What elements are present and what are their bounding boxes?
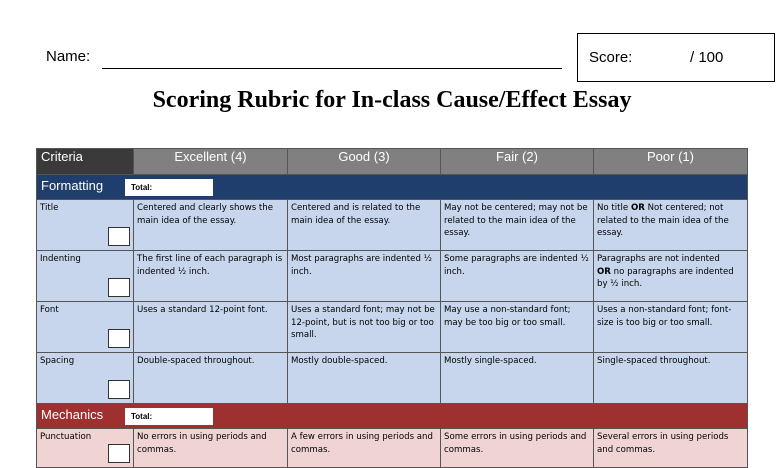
col-fair: Fair (2): [441, 149, 594, 175]
cell-fair: May use a non-standard font; may be too big or too small.: [441, 302, 594, 353]
score-total: / 100: [690, 49, 724, 66]
cell-good: A few errors in using periods and commas.: [288, 429, 441, 468]
cell-excellent: No errors in using periods and commas.: [134, 429, 288, 468]
cell-excellent: Centered and clearly shows the main idea of the essay.: [134, 200, 288, 251]
cell-excellent: Double-spaced throughout.: [134, 353, 288, 404]
cell-fair: Mostly single-spaced.: [441, 353, 594, 404]
score-checkbox[interactable]: [108, 329, 130, 348]
score-box[interactable]: [577, 33, 775, 82]
rubric-table: [36, 148, 748, 468]
name-line[interactable]: [102, 68, 562, 69]
col-criteria: Criteria: [37, 149, 134, 175]
score-label: Score:: [589, 49, 633, 66]
section-name: Mechanics: [41, 407, 104, 423]
section-mechanics: [37, 404, 748, 429]
criterion-label: Title: [40, 203, 59, 213]
cell-good: Centered and is related to the main idea of the essay.: [288, 200, 441, 251]
cell-poor: No title OR Not centered; not related to the main idea of the essay.: [594, 200, 748, 251]
criterion-label: Spacing: [40, 356, 75, 366]
col-good: Good (3): [288, 149, 441, 175]
cell-fair: Some errors in using periods and commas.: [441, 429, 594, 468]
cell-poor: Several errors in using periods and commas.: [594, 429, 748, 468]
table-row: [37, 353, 748, 404]
total-input[interactable]: Total:: [125, 408, 213, 425]
cell-good: Most paragraphs are indented ½ inch.: [288, 251, 441, 302]
cell-fair: May not be centered; may not be related to the main idea of the essay.: [441, 200, 594, 251]
score-checkbox[interactable]: [108, 227, 130, 246]
col-poor: Poor (1): [594, 149, 748, 175]
name-label: Name:: [46, 48, 91, 65]
criterion-label: Punctuation: [40, 432, 92, 442]
section-name: Formatting: [41, 178, 104, 194]
cell-excellent: Uses a standard 12-point font.: [134, 302, 288, 353]
table-row: [37, 200, 748, 251]
score-checkbox[interactable]: [108, 278, 130, 297]
table-row: [37, 429, 748, 468]
header-row: [37, 149, 748, 175]
cell-excellent: The first line of each paragraph is indented ½ inch.: [134, 251, 288, 302]
score-checkbox[interactable]: [108, 444, 130, 463]
cell-good: Uses a standard font; may not be 12-point, but is not too big or too small.: [288, 302, 441, 353]
table-row: [37, 302, 748, 353]
page-title: Scoring Rubric for In-class Cause/Effect Essay: [152, 87, 632, 113]
cell-poor: Paragraphs are not indented OR no paragraphs are indented by ½ inch.: [594, 251, 748, 302]
criterion-label: Font: [40, 305, 59, 315]
cell-fair: Some paragraphs are indented ½ inch.: [441, 251, 594, 302]
cell-poor: Uses a non-standard font; font-size is too big or too small.: [594, 302, 748, 353]
table-row: [37, 251, 748, 302]
col-excellent: Excellent (4): [134, 149, 288, 175]
total-input[interactable]: Total:: [125, 179, 213, 196]
cell-good: Mostly double-spaced.: [288, 353, 441, 404]
criterion-label: Indenting: [40, 254, 81, 264]
cell-poor: Single-spaced throughout.: [594, 353, 748, 404]
section-formatting: [37, 175, 748, 200]
score-checkbox[interactable]: [108, 380, 130, 399]
